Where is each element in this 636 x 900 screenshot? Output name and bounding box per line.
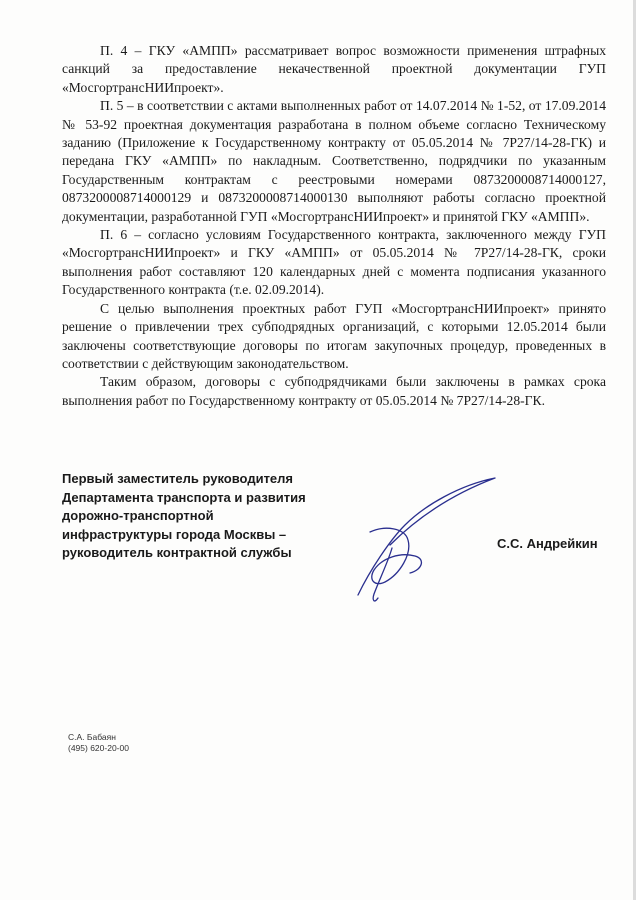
executor-info	[68, 732, 129, 754]
paragraph-subcontractors: С целью выполнения проектных работ ГУП «МосгортрансНИИпроект» принято решение о привлечении трех субподрядных организаций, с которыми 12.05.2014 были заключены соответствующие договоры по итогам закупочных процедур, проведенных в соответствии с действующим законодательством.	[62, 300, 606, 371]
paragraph-p6: П. 6 – согласно условиям Государственного контракта, заключенного между ГУП «МосгортрансНИИпроект» и ГКУ «АМПП» от 05.05.2014 № 7Р27/14-28-ГК, сроки выполнения работ составляют 120 календарных дней с момента подписания указанного Государственного контракта (т.е. 02.09.2014).	[62, 227, 606, 298]
paragraph-p4: П. 4 – ГКУ «АМПП» рассматривает вопрос возможности применения штрафных санкций за предоставление некачественной проектной документации ГУП «МосгортрансНИИпроект».	[62, 43, 606, 95]
signatory-name: С.С. Андрейкин	[497, 536, 598, 551]
signatory-title: Первый заместитель руководителя Департамента транспорта и развития дорожно-транспортной инфраструктуры города Москвы – руководитель контрактной службы	[62, 471, 306, 560]
handwritten-signature	[330, 470, 520, 610]
letter-body	[62, 42, 606, 410]
paragraph-p5: П. 5 – в соответствии с актами выполненных работ от 14.07.2014 № 1-52, от 17.09.2014 № 53-92 проектная документация разработана в полном объеме согласно Техническому заданию (Приложение к Государственному контракту от 05.05.2014 № 7Р27/14-28-ГК) и передана ГКУ «АМПП» по накладным. Соответственно, подрядчики по указанным Государственным контрактам с реестровыми номерами 0873200008714000127, 0873200008714000129 и 0873200008714000130 выполняют работы согласно проектной документации, разработанной ГУП «МосгортрансНИИпроект» и принятой ГКУ «АМПП».	[62, 98, 606, 224]
executor-phone: (495) 620-20-00	[68, 743, 129, 753]
executor-name: С.А. Бабаян	[68, 732, 116, 742]
paragraph-conclusion: Таким образом, договоры с субподрядчиками были заключены в рамках срока выполнения работ по Государственному контракту от 05.05.2014 № 7Р27/14-28-ГК.	[62, 374, 606, 408]
